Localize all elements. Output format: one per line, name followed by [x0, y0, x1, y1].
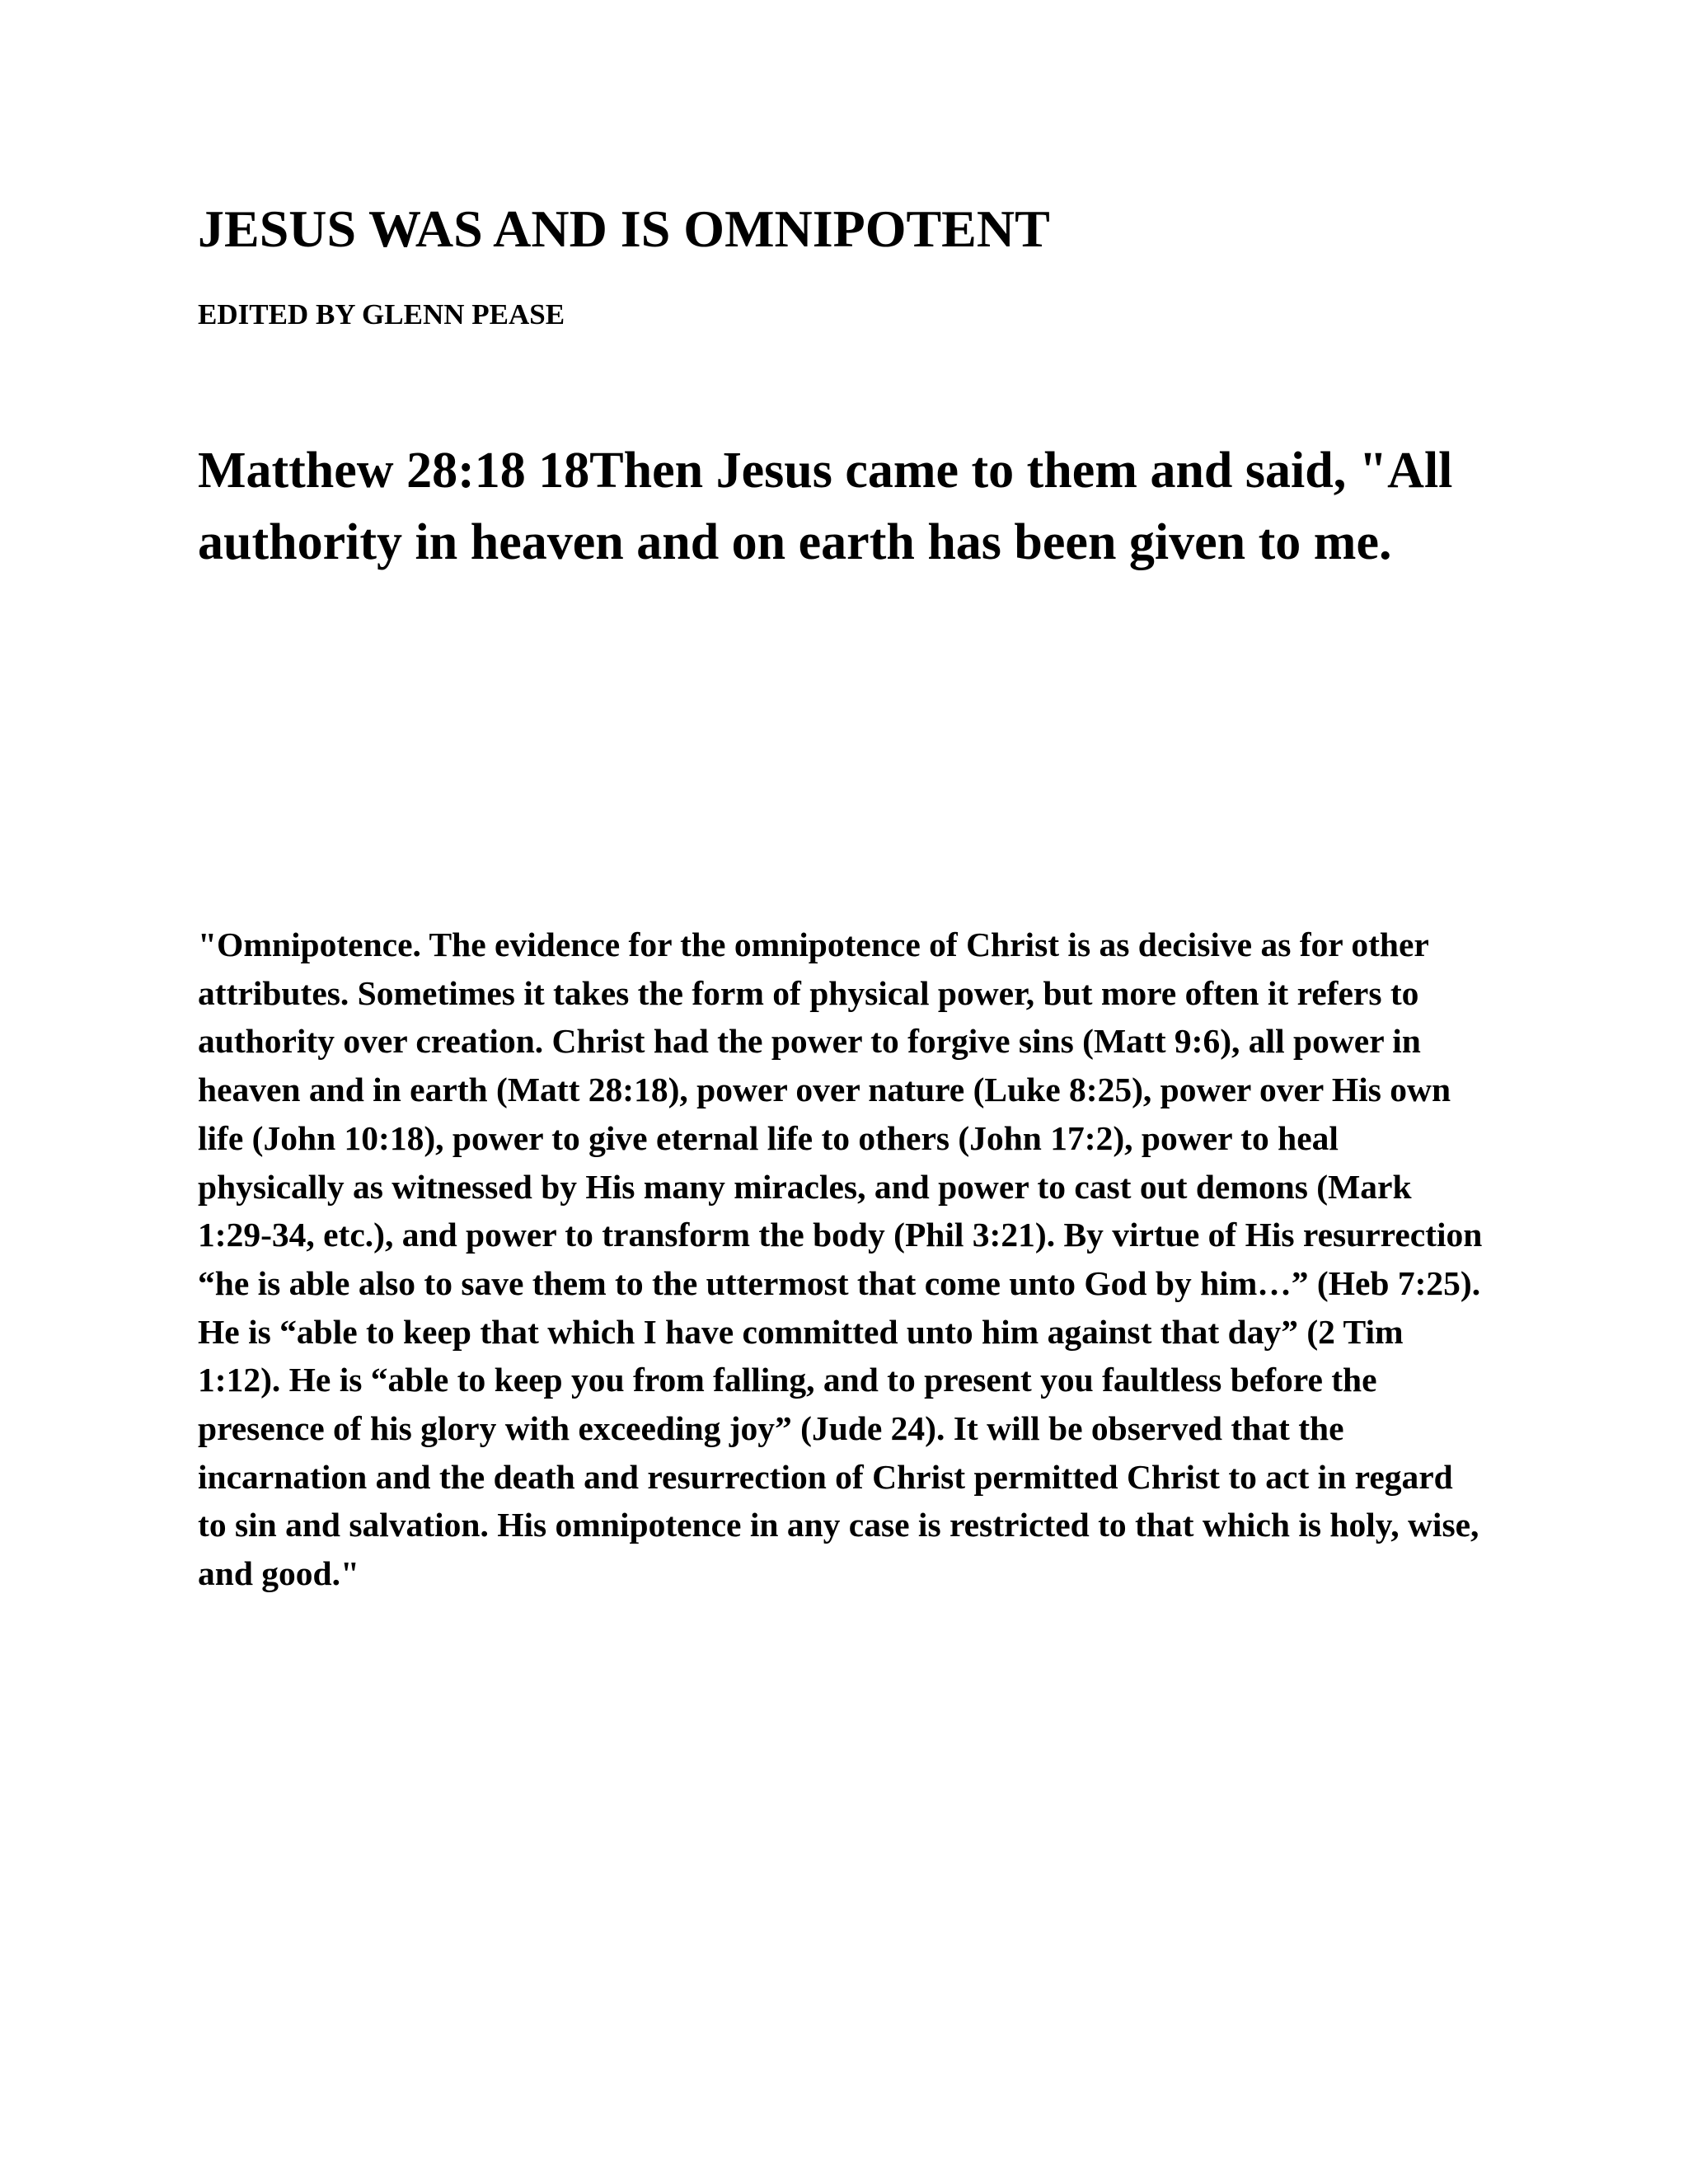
body-paragraph: "Omnipotence. The evidence for the omnipotence of Christ is as decisive as for other attributes. Sometimes it takes the form of physical power, but more often it refers to authority over creation. Christ had the power to forgive sins (Matt 9:6), all power in heaven and in earth (Matt 28:18), power over nature (Luke 8:25), power over His own life (John 10:18), power to give eternal life to others (John 17:2), power to heal physically as witnessed by His many miracles, and power to cast out demons (Mark 1:29-34, etc.), and power to transform the body (Phil 3:21). By virtue of His resurrection “he is able also to save them to the uttermost that come unto God by him…” (Heb 7:25). He is “able to keep that which I have committed unto him against that day” (2 Tim 1:12). He is “able to keep you from falling, and to present you faultless before the presence of his glory with exceeding joy” (Jude 24). It will be observed that the incarnation and the death and resurrection of Christ permitted Christ to act in regard to sin and salvation. His omnipotence in any case is restricted to that which is holy, wise, and good." — [198, 926, 1483, 1593]
scripture-verse: Matthew 28:18 18Then Jesus came to them and said, "All authority in heaven and on earth has been given to me. — [198, 443, 1453, 570]
page-title: JESUS WAS AND IS OMNIPOTENT — [198, 199, 1050, 258]
editor-credit: EDITED BY GLENN PEASE — [198, 298, 565, 330]
